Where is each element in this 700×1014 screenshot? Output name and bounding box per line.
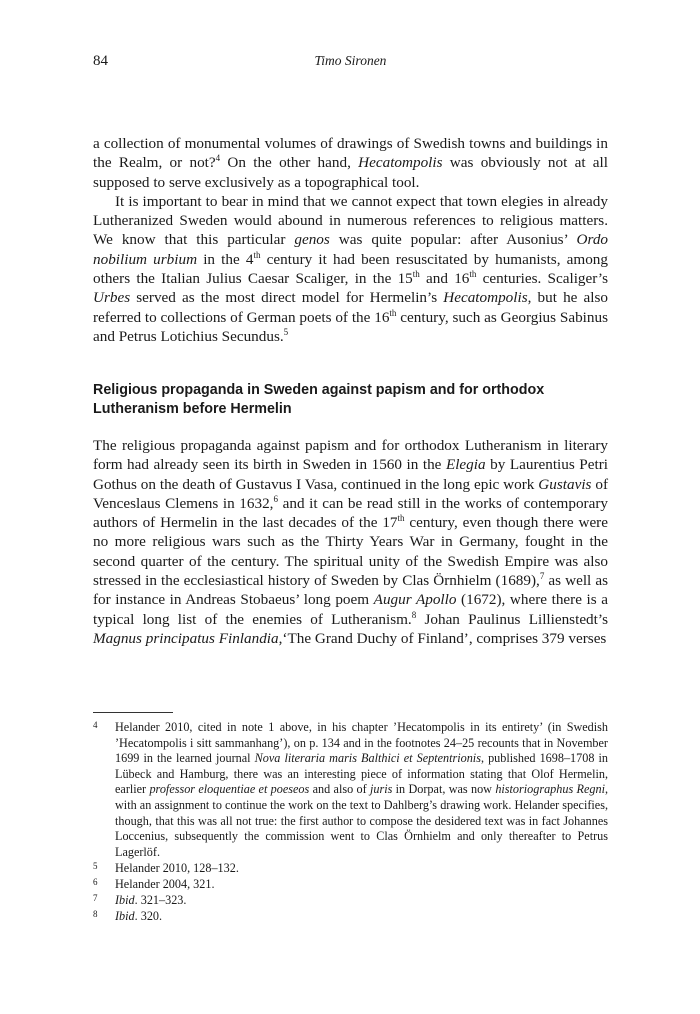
body-section-1	[93, 134, 608, 346]
footnote-ref-7[interactable]: 7	[539, 571, 545, 582]
running-author: Timo Sironen	[314, 53, 387, 68]
paragraph-3: The religious propaganda against papism and for orthodox Lutheranism in literary form had already seen its birth in Sweden in 1560 in the Elegia by Laurentius Petri Gothus on the death of Gustavus I Vasa, continued in the long epic work Gustavis of Venceslaus Clemens in 1632,$^6$ and it can be read still in the works of contemporary authors of Hermelin in the last decades of the 17th century, even though there were no more religious wars such as the Thirty Years War in Germany, fought in the second quarter of the century. The spiritual unity of the Swedish Empire was also stressed in the ecclesiastical history of Sweden by Clas Örnhielm (1689),$^7$ as well as for instance in Andreas Stobaeus’ long poem Augur Apollo (1672), where there is a typical long list of the enemies of Lutheranism.$^8$ Johan Paulinus Lillienstedt’s Magnus principatus Finlandia,‘The Grand Duchy of Finland’, comprises 379 verses	[93, 437, 609, 647]
footnote-number: 5	[93, 861, 98, 871]
section-heading: Religious propaganda in Sweden against papism and for orthodox Lutheranism before Hermelin	[93, 382, 545, 417]
running-header	[93, 53, 608, 73]
footnote-4: 4 Helander 2010, cited in note 1 above, in his chapter ’Hecatompolis in its entirety’ (in Swedish ’Hecatompolis i sitt sammanhang’), on p. 134 and in the footnotes 24–25 recounts that in November 1699 in the learned journal Nova literaria maris Balthici et Septentrionis, published 1698–1708 in Lübeck and Hamburg, there was an interesting piece of information stating that Olof Hermelin, earlier professor eloquentiae et poeseos and also of juris in Dorpat, was now historiographus Regni, with an assignment to continue the work on the text to Dahlberg’s drawing work. Helander specifies, though, that this was all not true: the first author to compose the desidered text was in fact Johannes Loccenius, subsequently the commission went to Clas Örnhielm and only thereafter to Petrus Lagerlöf.	[93, 720, 608, 859]
footnote-7: 7 Ibid. 321–323.	[93, 893, 187, 907]
footnote-number: 7	[93, 893, 98, 903]
footnote-number: 4	[93, 720, 98, 730]
body-section-2	[93, 436, 608, 648]
footnote-5: 5 Helander 2010, 128–132.	[93, 861, 239, 875]
paragraph-2: It is important to bear in mind that we cannot expect that town elegies in already Lutheranized Sweden would abound in numerous references to religious matters. We know that this particular genos was quite popular: after Ausonius’ Ordo nobilium urbium in the 4th century it had been resuscitated by humanists, among others the Italian Julius Caesar Scaliger, in the 15th and 16th centuries. Scaliger’s Urbes served as the most direct model for Hermelin’s Hecatompolis, but he also referred to collections of German poets of the 16th century, such as Georgius Sabinus and Petrus Lotichius Secundus.$^5$	[93, 192, 609, 345]
footnote-ref-5[interactable]: 5	[283, 326, 289, 337]
page-number: 84	[93, 53, 108, 69]
footnote-ref-4[interactable]: 4	[215, 153, 221, 164]
footnote-divider	[93, 712, 173, 713]
footnotes	[93, 720, 608, 925]
footnote-number: 8	[93, 909, 98, 919]
footnote-ref-8[interactable]: 8	[411, 609, 417, 620]
footnote-6: 6 Helander 2004, 321.	[93, 877, 215, 891]
footnote-ref-6[interactable]: 6	[273, 493, 278, 504]
footnote-number: 6	[93, 877, 98, 887]
paragraph-1: a collection of monumental volumes of drawings of Swedish towns and buildings in the Realm, or not?$^4$ On the other hand, Hecatompolis was obviously not at all supposed to serve exclusively as a topographical tool.	[93, 135, 608, 191]
footnote-8: 8 Ibid. 320.	[93, 909, 163, 923]
